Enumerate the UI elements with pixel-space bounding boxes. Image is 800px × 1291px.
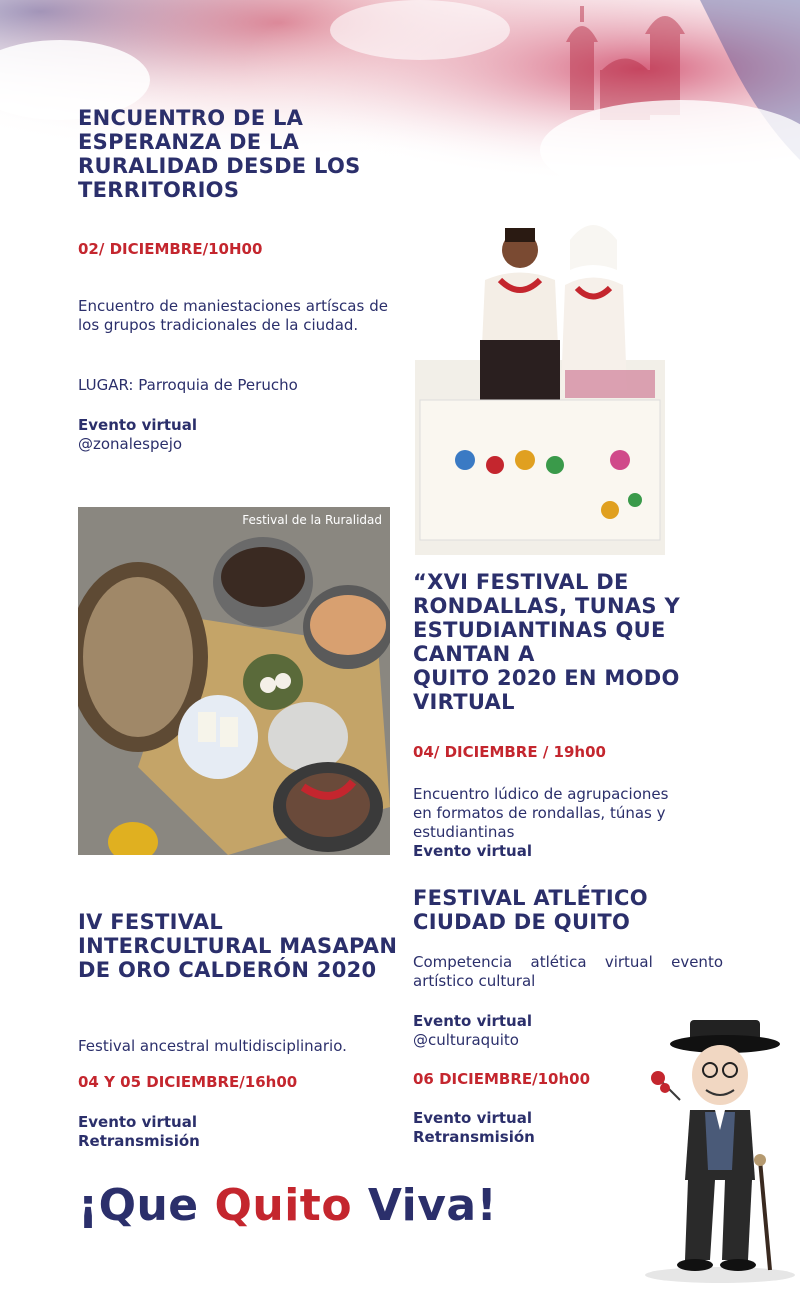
event1-mode: Evento virtual <box>78 416 198 434</box>
event2-title-line: VIRTUAL <box>413 690 515 714</box>
event2-description <box>413 785 733 842</box>
slogan-open: ¡Que <box>78 1180 199 1231</box>
slogan-quito: Quito <box>214 1180 353 1231</box>
event2-title-line: “XVI FESTIVAL DE <box>413 570 629 594</box>
photo-embroidery-artisans <box>405 210 675 555</box>
event3-title <box>413 886 733 934</box>
event1-title <box>78 106 398 202</box>
event1-title-line: ESPERANZA DE LA <box>78 130 300 154</box>
photo-festival-ruralidad <box>78 507 390 855</box>
event1-handle: @zonalespejo <box>78 435 183 453</box>
event3-description: Competencia atlética virtual evento artístico cultural <box>413 953 723 990</box>
event2-description-line: estudiantinas <box>413 823 515 841</box>
event4-mode: Evento virtual <box>78 1113 198 1131</box>
event2-title <box>413 570 733 714</box>
event4-title <box>78 910 398 982</box>
event3-mode2: Evento virtual <box>413 1109 533 1127</box>
event2-title-line: RONDALLAS, TUNAS Y <box>413 594 680 618</box>
event3-broadcast: Retransmisión <box>413 1128 535 1146</box>
event2-date: 04/ DICIEMBRE / 19h00 <box>413 743 606 761</box>
event4-description: Festival ancestral multidisciplinario. <box>78 1037 347 1055</box>
event3-mode: Evento virtual <box>413 1012 533 1030</box>
event1-title-line: RURALIDAD DESDE LOS <box>78 154 361 178</box>
event4-title-line: INTERCULTURAL MASAPAN <box>78 934 398 958</box>
event2-title-line: ESTUDIANTINAS QUE <box>413 618 666 642</box>
event3-title-line: CIUDAD DE QUITO <box>413 910 631 934</box>
event4-date: 04 Y 05 DICIEMBRE/16h00 <box>78 1073 298 1091</box>
event4-broadcast: Retransmisión <box>78 1132 200 1150</box>
event2-mode: Evento virtual <box>413 842 533 860</box>
photo-caption: Festival de la Ruralidad <box>242 513 382 527</box>
slogan <box>78 1180 497 1231</box>
slogan-end: Viva! <box>367 1180 498 1231</box>
event1-location: LUGAR: Parroquia de Perucho <box>78 376 298 394</box>
event2-title-line: CANTAN A <box>413 642 535 666</box>
event1-title-line: ENCUENTRO DE LA <box>78 106 304 130</box>
food-table-image <box>78 507 390 855</box>
event2-description-line: Encuentro lúdico de agrupaciones <box>413 785 669 803</box>
event4-title-line: IV FESTIVAL <box>78 910 224 934</box>
event2-title-line: QUITO 2020 EN MODO <box>413 666 680 690</box>
event3-title-line: FESTIVAL ATLÉTICO <box>413 886 648 910</box>
event3-date: 06 DICIEMBRE/10h00 <box>413 1070 591 1088</box>
event1-date: 02/ DICIEMBRE/10H00 <box>78 240 263 258</box>
chulla-quiteno-mascot-illustration <box>630 1020 800 1285</box>
event1-description: Encuentro de maniestaciones artíscas de los grupos tradicionales de la ciudad. <box>78 297 388 334</box>
event1-title-line: TERRITORIOS <box>78 178 240 202</box>
event2-description-line: en formatos de rondallas, túnas y <box>413 804 666 822</box>
event4-title-line: DE ORO CALDERÓN 2020 <box>78 958 377 982</box>
event3-handle: @culturaquito <box>413 1031 519 1049</box>
